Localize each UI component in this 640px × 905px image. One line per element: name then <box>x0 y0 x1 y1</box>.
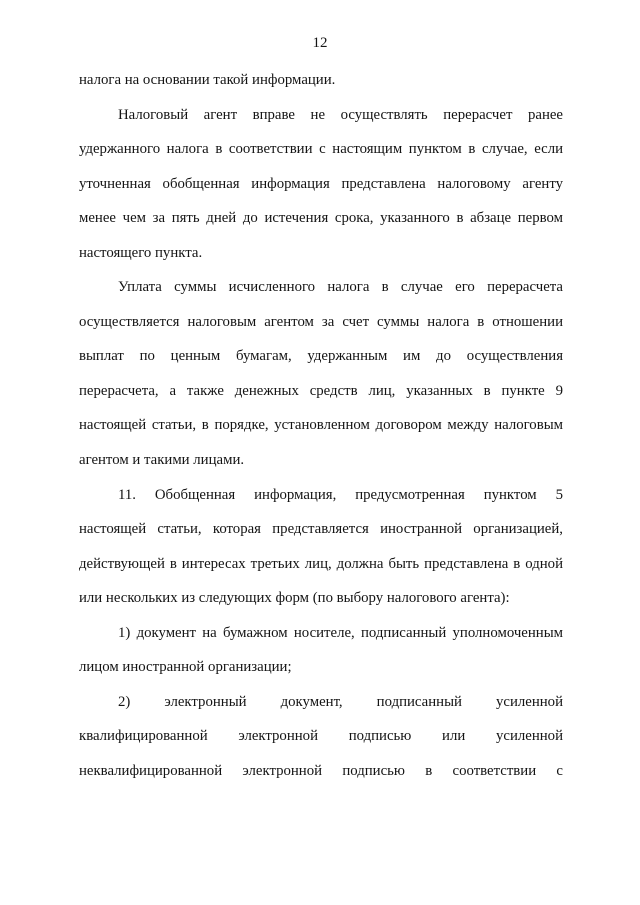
text-line: налога на основании такой информации. <box>79 72 336 88</box>
text-line: настоящего пункта. <box>79 244 203 261</box>
paragraph-recalculation-right <box>79 98 563 271</box>
document-body <box>79 63 563 788</box>
paragraph-continuation <box>79 63 563 98</box>
text-line: действующей в интересах третьих лиц, должна быть представлена в одной <box>79 555 563 572</box>
text-line: 11. Обобщенная информация, предусмотренная пунктом 5 <box>118 486 563 503</box>
text-line: настоящей статьи, которая представляется иностранной организацией, <box>79 521 563 538</box>
paragraph-subitem-1 <box>79 616 563 685</box>
text-line: выплат по ценным бумагам, удержанным им до осуществления <box>79 348 563 365</box>
text-line: квалифицированной электронной подписью или усиленной <box>79 728 563 745</box>
page-number: 12 <box>312 35 328 51</box>
text-line: 2) электронный документ, подписанный усиленной <box>118 693 563 710</box>
paragraph-tax-payment <box>79 270 563 477</box>
text-line: 1) документ на бумажном носителе, подписанный уполномоченным <box>118 624 563 641</box>
text-line: перерасчета, а также денежных средств лиц, указанных в пункте 9 <box>79 382 563 399</box>
paragraph-subitem-2 <box>79 685 563 789</box>
text-line: агентом и такими лицами. <box>79 452 245 469</box>
text-line: настоящей статьи, в порядке, установленном договором между налоговым <box>79 417 563 434</box>
text-line: удержанного налога в соответствии с настоящим пунктом в случае, если <box>79 141 563 158</box>
text-line: или нескольких из следующих форм (по выбору налогового агента): <box>79 590 510 607</box>
text-line: неквалифицированной электронной подписью в соответствии с <box>79 762 563 779</box>
text-line: уточненная обобщенная информация представлена налоговому агенту <box>79 175 563 192</box>
text-line: Налоговый агент вправе не осуществлять перерасчет ранее <box>118 106 563 123</box>
text-line: осуществляется налоговым агентом за счет суммы налога в отношении <box>79 313 563 330</box>
text-line: лицом иностранной организации; <box>79 659 292 676</box>
paragraph-item-11 <box>79 478 563 616</box>
text-line: Уплата суммы исчисленного налога в случае его перерасчета <box>118 279 563 296</box>
text-line: менее чем за пять дней до истечения срока, указанного в абзаце первом <box>79 210 563 227</box>
